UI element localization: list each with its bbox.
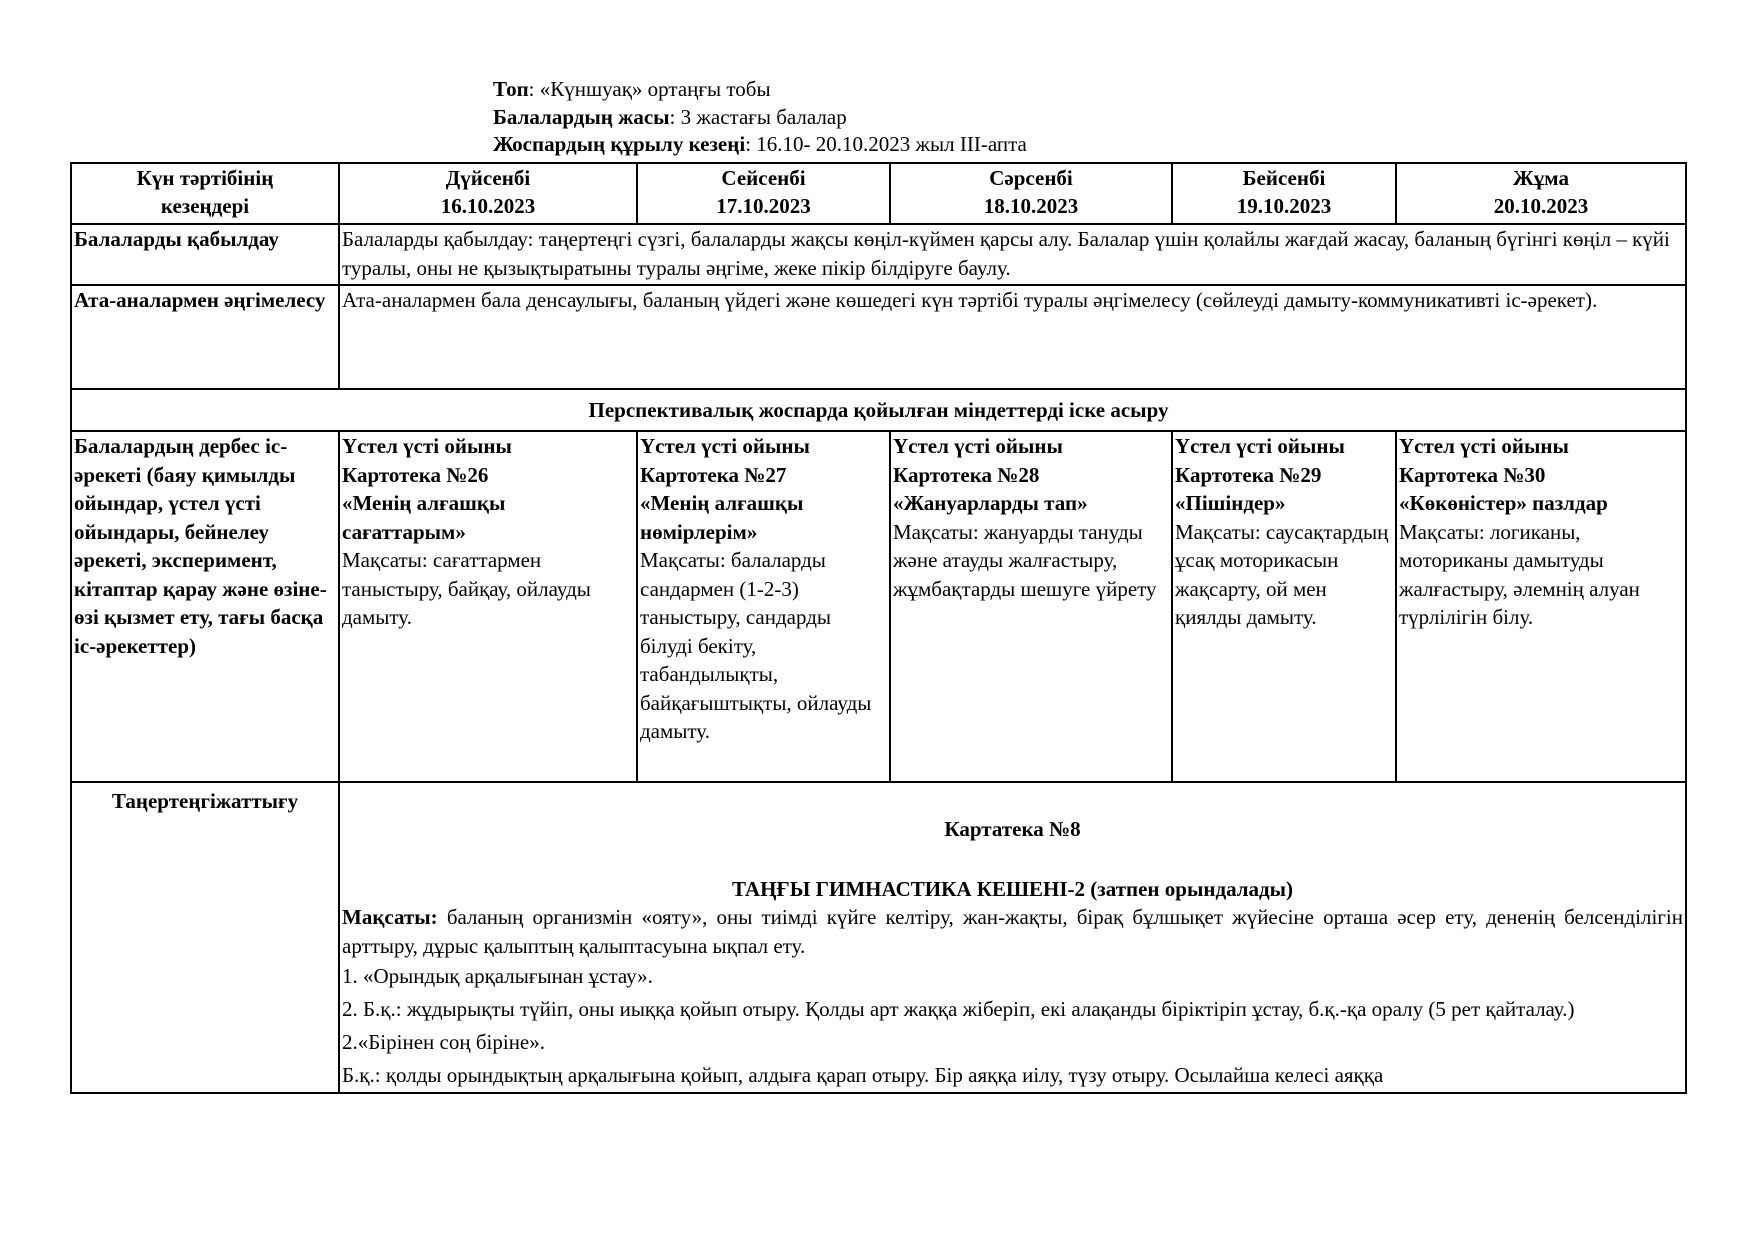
game-type: Үстел үсті ойыны xyxy=(342,434,512,458)
period-label: Жоспардың құрылу кезеңі xyxy=(493,132,746,156)
day-name: Жұма xyxy=(1513,166,1569,190)
card-number: Картотека №27 xyxy=(640,462,787,487)
reception-label: Балаларды қабылдау xyxy=(71,224,339,285)
game-goal: Мақсаты: саусақтардың ұсақ моторикасын жақсарту, ой мен қиялды дамыту. xyxy=(1175,519,1389,629)
activity-cell-friday xyxy=(1396,431,1686,782)
table-row xyxy=(71,431,1686,782)
table-row xyxy=(71,285,1686,389)
group-value: : «Күншуақ» ортаңғы тобы xyxy=(528,77,771,101)
stage-column-header xyxy=(71,163,339,224)
period-value: : 16.10- 20.10.2023 жыл III-апта xyxy=(745,132,1027,156)
parents-text: Ата-аналармен бала денсаулығы, баланың үйдегі және көшедегі күн тәртібі туралы әңгімелесу (сөйлеуді дамыту-коммуникативті іс-әрекет). xyxy=(339,285,1686,389)
game-type: Үстел үсті ойыны xyxy=(1399,434,1569,458)
day-header-friday xyxy=(1396,163,1686,224)
age-label: Балалардың жасы xyxy=(493,104,670,129)
day-name: Сейсенбі xyxy=(721,166,806,190)
day-date: 17.10.2023 xyxy=(716,194,811,218)
exercise-step: 1. «Орындық арқалығынан ұстау». xyxy=(342,964,653,988)
age-line xyxy=(493,104,1027,132)
day-name: Бейсенбі xyxy=(1242,166,1326,190)
activity-label: Балалардың дербес іс-әрекеті (баяу қимылды ойындар, үстел үсті ойындары, бейнелеу әрекеті, эксперимент, кітаптар қарау және өзіне-өзі қызмет ету, тағы басқа іс-әрекеттер) xyxy=(71,431,339,782)
exercise-step: 2.«Бірінен соң біріне». xyxy=(342,1030,545,1054)
card-number: Картотека №29 xyxy=(1175,462,1322,487)
game-name: «Менің алғашқы нөмірлерім» xyxy=(640,491,804,544)
parents-label: Ата-аналармен әңгімелесу xyxy=(71,285,339,389)
game-name: «Пішіндер» xyxy=(1175,491,1286,515)
reception-text: Балаларды қабылдау: таңертеңгі сүзгі, балаларды жақсы көңіл-күймен қарсы алу. Балалар үшін қолайлы жағдай жасау, баланың бүгінгі көңіл – күйі туралы, оны не қызықтыратыны туралы әңгіме, жеке пікір білдіруге баулу. xyxy=(339,224,1686,285)
stage-header-line: Күн тәртібінің xyxy=(136,166,274,190)
period-line xyxy=(493,131,1027,159)
card-number: Картотека №30 xyxy=(1399,462,1546,487)
exercise-content xyxy=(339,782,1686,1093)
day-name: Сәрсенбі xyxy=(989,166,1073,190)
day-date: 19.10.2023 xyxy=(1236,194,1332,218)
stage-header-line: кезеңдері xyxy=(160,194,250,218)
day-date: 20.10.2023 xyxy=(1493,194,1589,218)
day-header-tuesday xyxy=(637,163,890,224)
weekly-plan-table xyxy=(70,162,1687,1094)
exercise-goal xyxy=(342,903,1683,960)
table-row xyxy=(71,782,1686,1093)
exercise-goal-label: Мақсаты: xyxy=(342,905,438,929)
activity-cell-wednesday xyxy=(890,431,1172,782)
section-title: Перспективалық жоспарда қойылған міндеттерді іске асыру xyxy=(71,389,1686,431)
card-number: Картотека №28 xyxy=(893,462,1040,487)
exercise-card: Картатека №8 xyxy=(944,817,1081,841)
activity-cell-thursday xyxy=(1172,431,1396,782)
exercise-goal-text: баланың организмін «ояту», оны тиімді күйге келтіру, жан-жақты, бірақ бұлшықет жүйесіне орташа әсер ету, дененің белсенділігін арттыру, дұрыс қалыптың қалыптасуына ықпал ету. xyxy=(342,905,1683,958)
exercise-step: Б.қ.: қолды орындықтың арқалығына қойып, алдыға қарап отыру. Бір аяққа иілу, түзу отыру. Осылайша келесі аяққа xyxy=(342,1063,1384,1087)
group-label: Топ xyxy=(493,77,529,101)
table-header-row xyxy=(71,163,1686,224)
age-value: : 3 жастағы балалар xyxy=(669,104,847,129)
exercise-label: Таңертеңгіжаттығу xyxy=(71,782,339,1093)
group-line xyxy=(493,76,1027,104)
game-name: «Көкөністер» пазлдар xyxy=(1399,491,1608,515)
game-goal: Мақсаты: жануарды тануды және атауды жалғастыру, жұмбақтарды шешуге үйрету xyxy=(893,519,1157,601)
game-name: «Жануарларды тап» xyxy=(893,491,1088,515)
plan-header xyxy=(493,76,1027,159)
table-row xyxy=(71,224,1686,285)
game-goal: Мақсаты: балаларды сандармен (1-2-3) таныстыру, сандарды білуді бекіту, табандылықты, байқағыштықты, ойлауды дамыту. xyxy=(640,548,872,743)
exercise-step: 2. Б.қ.: жұдырықты түйіп, оны иыққа қойып отыру. Қолды арт жаққа жіберіп, екі алақанды біріктіріп ұстау, б.қ.-қа оралу (5 рет қайталау.) xyxy=(342,997,1575,1021)
game-type: Үстел үсті ойыны xyxy=(1175,434,1345,458)
day-name: Дүйсенбі xyxy=(445,166,531,190)
activity-cell-monday xyxy=(339,431,637,782)
game-goal: Мақсаты: логиканы, моториканы дамытуды жалғастыру, әлемнің алуан түрлілігін білу. xyxy=(1399,519,1640,629)
game-type: Үстел үсті ойыны xyxy=(640,434,810,458)
day-date: 18.10.2023 xyxy=(983,194,1079,218)
game-type: Үстел үсті ойыны xyxy=(893,434,1063,458)
game-goal: Мақсаты: сағаттармен таныстыру, байқау, ойлауды дамыту. xyxy=(342,548,591,629)
card-number: Картотека №26 xyxy=(342,462,489,487)
day-header-monday xyxy=(339,163,637,224)
exercise-title: ТАҢҒЫ ГИМНАСТИКА КЕШЕНІ-2 (затпен орындалады) xyxy=(731,876,1294,901)
table-row xyxy=(71,389,1686,431)
activity-cell-tuesday xyxy=(637,431,890,782)
day-date: 16.10.2023 xyxy=(440,194,536,218)
game-name: «Менің алғашқы сағаттарым» xyxy=(342,491,506,544)
day-header-thursday xyxy=(1172,163,1396,224)
day-header-wednesday xyxy=(890,163,1172,224)
